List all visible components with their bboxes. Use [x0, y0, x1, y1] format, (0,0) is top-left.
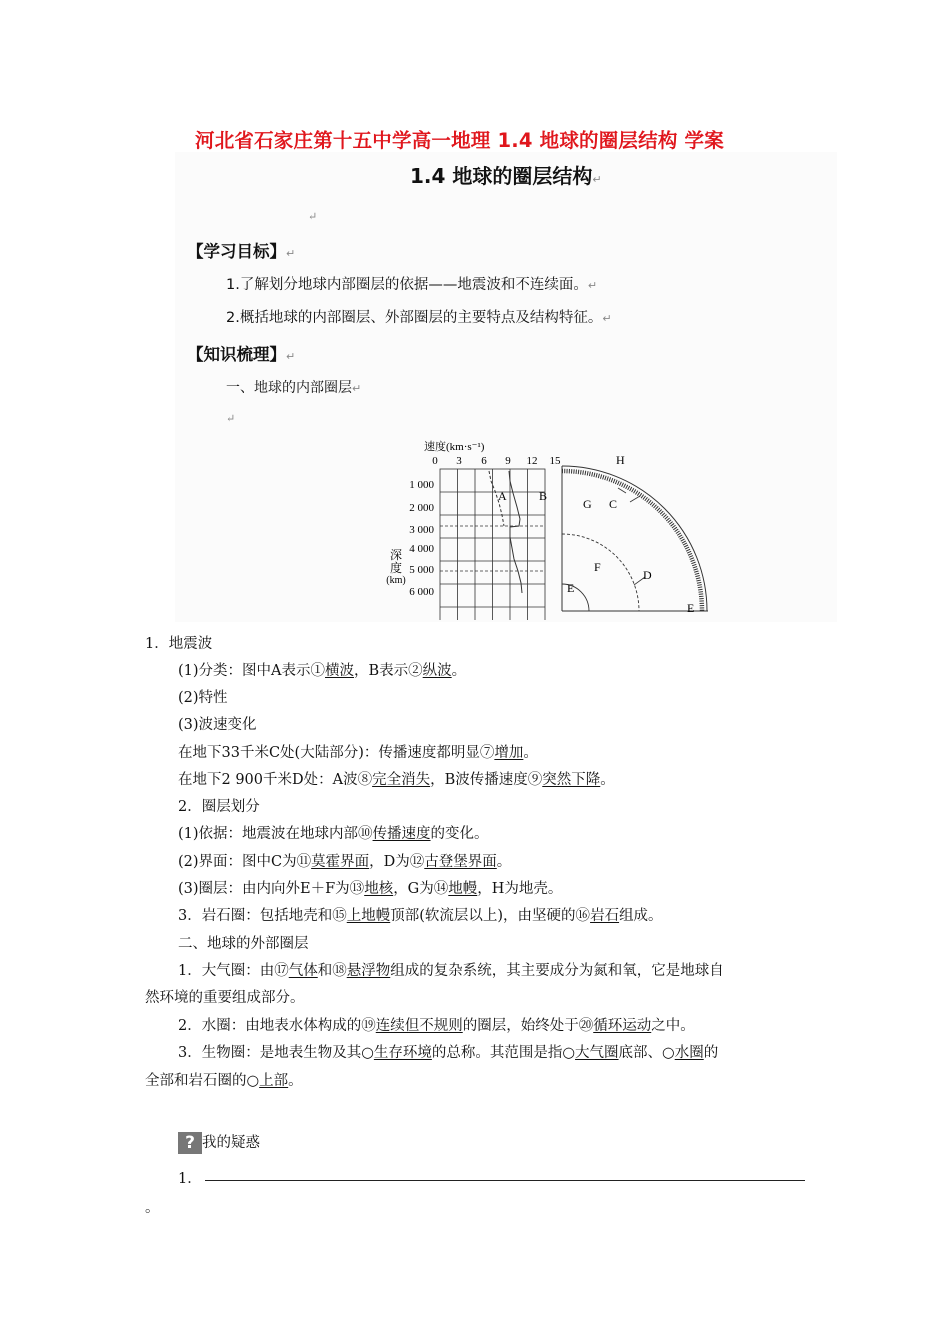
answer-s-wave: 横波: [325, 663, 355, 679]
goal-item-1: [226, 273, 597, 294]
para-classification: [178, 659, 466, 680]
text: 全部和岩石圈的○: [145, 1073, 260, 1089]
return-mark: ↵: [592, 173, 602, 186]
wave-label-a: A: [498, 489, 507, 503]
text: 。: [451, 663, 467, 679]
text: 在地下2 900千米D处：A波⑧: [178, 772, 373, 788]
tail-mark: 。: [145, 1200, 160, 1216]
sphere-label-g: G: [583, 497, 592, 511]
chart-grid: [440, 469, 548, 620]
para-layers: [178, 877, 562, 898]
speed-axis-label: 速度(km·s⁻¹): [424, 441, 485, 453]
answer-disappear: 完全消失: [372, 772, 431, 788]
text: (1)依据：地震波在地球内部⑩: [178, 826, 373, 842]
speed-tick: 0: [432, 455, 438, 467]
text: 顶部(软流层以上)，由坚硬的⑯: [390, 908, 591, 924]
para-atmosphere: [178, 959, 724, 980]
text: 3．岩石圈：包括地壳和⑮: [178, 908, 347, 924]
depth-axis-label: 度: [389, 561, 403, 575]
answer-hydrosphere: 水圈: [674, 1045, 704, 1061]
para-basis: [178, 822, 489, 843]
text: ，B表示②: [354, 663, 423, 679]
goal-item-2: [226, 306, 612, 327]
section-subtitle: [410, 160, 602, 189]
text: 的变化。: [430, 826, 489, 842]
para-properties: (2)特性: [178, 690, 228, 706]
return-mark: ↵: [226, 412, 236, 425]
document-title: 河北省石家庄第十五中学高一地理 1.4 地球的圈层结构 学案: [195, 129, 724, 152]
answer-atmosphere: 大气圈: [575, 1045, 619, 1061]
answer-upper: 上部: [259, 1073, 289, 1089]
heading-seismic-waves: 1．地震波: [145, 636, 213, 652]
sphere-label-h: H: [616, 453, 625, 467]
return-mark: ↵: [602, 312, 612, 325]
doubt-label: 我的疑惑: [202, 1135, 260, 1151]
para-hydrosphere: [178, 1014, 695, 1035]
para-biosphere: [178, 1041, 718, 1062]
sphere-label-e: E: [567, 581, 575, 595]
text: (1)分类：图中A表示①: [178, 663, 326, 679]
earth-structure-diagram: [372, 433, 712, 620]
goals-heading-text: 【学习目标】: [187, 242, 286, 261]
part1-heading-text: 一、地球的内部圈层: [226, 380, 352, 396]
depth-tick: 6 000: [409, 586, 434, 598]
knowledge-heading-text: 【知识梳理】: [187, 345, 286, 364]
answer-gutenberg: 古登堡界面: [424, 854, 497, 870]
text: 和⑱: [317, 963, 347, 979]
answer-mantle: 地幔: [448, 881, 478, 897]
earth-surface-arc: [562, 466, 707, 611]
answer-cycle: 循环运动: [593, 1018, 652, 1034]
answer-suspended: 悬浮物: [346, 963, 391, 979]
doubt-heading: [178, 1131, 260, 1154]
sphere-label-f: F: [594, 560, 601, 574]
text: 。: [600, 772, 615, 788]
subtitle-text: 1.4 地球的圈层结构: [410, 164, 593, 188]
question-icon: ?: [178, 1132, 202, 1154]
text: ，D为⑫: [369, 854, 425, 870]
speed-tick: 6: [481, 455, 487, 467]
depth-tick: 3 000: [409, 524, 434, 536]
answer-drop: 突然下降: [542, 772, 601, 788]
wave-label-b: B: [539, 489, 548, 503]
depth-tick: 5 000: [409, 564, 434, 576]
text: ，G为⑭: [393, 881, 449, 897]
depth-tick: 4 000: [409, 543, 434, 555]
knowledge-heading: [187, 341, 295, 365]
sphere-label-d: D: [643, 568, 652, 582]
text: 之中。: [651, 1018, 695, 1034]
text: 在地下33千米C处(大陆部分)：传播速度都明显⑦: [178, 745, 495, 761]
depth-tick: 1 000: [409, 479, 434, 491]
heading-layer-division: 2．圈层划分: [178, 799, 260, 815]
part1-heading: [226, 377, 361, 397]
para-lithosphere: [178, 904, 663, 925]
speed-tick: 12: [526, 455, 538, 467]
answer-environment: 生存环境: [373, 1045, 432, 1061]
answer-gas: 气体: [288, 963, 318, 979]
speed-tick: 9: [505, 455, 511, 467]
para-moho-depth: [178, 741, 538, 762]
answer-moho: 莫霍界面: [311, 854, 370, 870]
text: ，H为地壳。: [477, 881, 563, 897]
text: 组成的复杂系统，其主要成分为氮和氧，它是地球自: [390, 963, 724, 979]
answer-upper-mantle: 上地幔: [346, 908, 391, 924]
answer-continuous: 连续但不规则: [375, 1018, 463, 1034]
para-gutenberg-depth: [178, 768, 615, 789]
text: 。: [496, 854, 512, 870]
return-mark: ↵: [308, 210, 318, 223]
return-mark: ↵: [286, 247, 296, 260]
text: 2．水圈：由地表水体构成的⑲: [178, 1018, 376, 1034]
answer-core: 地核: [364, 881, 394, 897]
return-mark: ↵: [286, 350, 296, 363]
return-mark: ↵: [352, 382, 362, 395]
heading-outer-layers: 二、地球的外部圈层: [178, 936, 309, 952]
text: 的总称。其范围是指○: [431, 1045, 576, 1061]
answer-p-wave: 纵波: [422, 663, 452, 679]
depth-unit-label: (km): [386, 575, 406, 586]
text: 的圈层，始终处于⑳: [462, 1018, 594, 1034]
speed-tick: 15: [549, 455, 561, 467]
sphere-label-e-outer: E: [687, 601, 695, 615]
answer-increase: 增加: [494, 745, 524, 761]
text: 的: [703, 1045, 719, 1061]
goal-text: 2.概括地球的内部圈层、外部圈层的主要特点及结构特征。: [226, 310, 603, 326]
text: 。: [523, 745, 538, 761]
text: 底部、○: [618, 1045, 675, 1061]
speed-tick: 3: [456, 455, 462, 467]
label-pointer: [618, 488, 626, 493]
crust-band: [562, 471, 702, 611]
text: 组成。: [619, 908, 663, 924]
goals-heading: [187, 238, 295, 262]
goal-text: 1.了解划分地球内部圈层的依据——地震波和不连续面。: [226, 277, 588, 293]
return-mark: ↵: [587, 279, 598, 292]
text: (3)圈层：由内向外E＋F为⑬: [178, 881, 365, 897]
para-biosphere-cont: [145, 1069, 303, 1090]
text: 3．生物圈：是地表生物及其○: [178, 1045, 374, 1061]
text: ，B波传播速度⑨: [430, 772, 543, 788]
para-interfaces: [178, 850, 511, 871]
label-pointer: [630, 496, 640, 502]
answer-speed: 传播速度: [372, 826, 431, 842]
text: 。: [288, 1073, 303, 1089]
doubt-number: 1．: [178, 1171, 202, 1187]
answer-rock: 岩石: [590, 908, 620, 924]
sphere-label-c: C: [609, 497, 618, 511]
depth-axis-label: 深: [389, 548, 403, 562]
para-speed-change: (3)波速变化: [178, 717, 257, 733]
p-wave-curve: [509, 471, 522, 593]
answer-blank-line[interactable]: [205, 1180, 805, 1181]
text: (2)界面：图中C为⑪: [178, 854, 312, 870]
para-atmosphere-cont: 然环境的重要组成部分。: [145, 990, 305, 1006]
depth-tick: 2 000: [409, 502, 434, 514]
text: 1．大气圈：由⑰: [178, 963, 289, 979]
